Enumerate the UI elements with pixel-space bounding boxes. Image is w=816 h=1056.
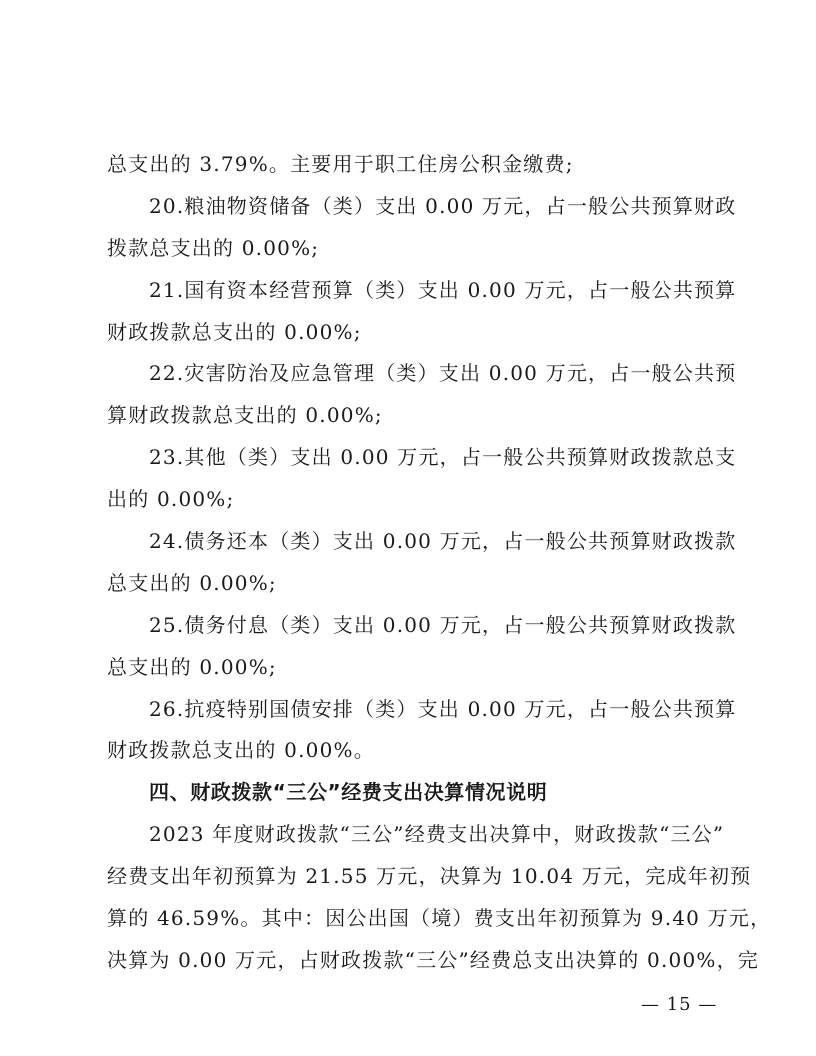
list-item-23: 23.其他（类）支出 0.00 万元，占一般公共预算财政拨款总支 <box>149 445 737 470</box>
text-line: 算的 46.59%。其中：因公出国（境）费支出年初预算为 9.40 万元， <box>107 906 772 931</box>
list-item-26: 26.抗疫特别国债安排（类）支出 0.00 万元，占一般公共预算 <box>149 696 737 721</box>
page-number: — 15 — <box>641 994 718 1015</box>
list-item-24: 24.债务还本（类）支出 0.00 万元，占一般公共预算财政拨款 <box>149 529 737 554</box>
text-line: 财政拨款总支出的 0.00%; <box>107 319 362 344</box>
list-item-20: 20.粮油物资储备（类）支出 0.00 万元，占一般公共预算财政 <box>149 193 737 218</box>
text-line: 财政拨款总支出的 0.00%。 <box>107 738 375 763</box>
text-line: 算财政拨款总支出的 0.00%; <box>107 403 383 428</box>
paragraph-start: 2023 年度财政拨款“三公”经费支出决算中，财政拨款“三公” <box>149 822 725 847</box>
list-item-21: 21.国有资本经营预算（类）支出 0.00 万元，占一般公共预算 <box>149 277 737 302</box>
text-line: 总支出的 0.00%; <box>107 570 277 595</box>
text-line: 拨款总支出的 0.00%; <box>107 235 320 260</box>
section-heading: 四、财政拨款“三公”经费支出决算情况说明 <box>149 780 548 805</box>
text-line: 经费支出年初预算为 21.55 万元，决算为 10.04 万元，完成年初预 <box>107 864 752 889</box>
list-item-25: 25.债务付息（类）支出 0.00 万元，占一般公共预算财政拨款 <box>149 612 737 637</box>
text-line: 总支出的 3.79%。主要用于职工住房公积金缴费; <box>107 152 574 176</box>
list-item-22: 22.灾害防治及应急管理（类）支出 0.00 万元，占一般公共预 <box>149 361 737 386</box>
body-text <box>107 144 772 982</box>
text-line: 总支出的 0.00%; <box>107 654 277 679</box>
text-line: 决算为 0.00 万元，占财政拨款“三公”经费总支出决算的 0.00%，完 <box>107 947 759 972</box>
text-line: 出的 0.00%; <box>107 487 235 512</box>
